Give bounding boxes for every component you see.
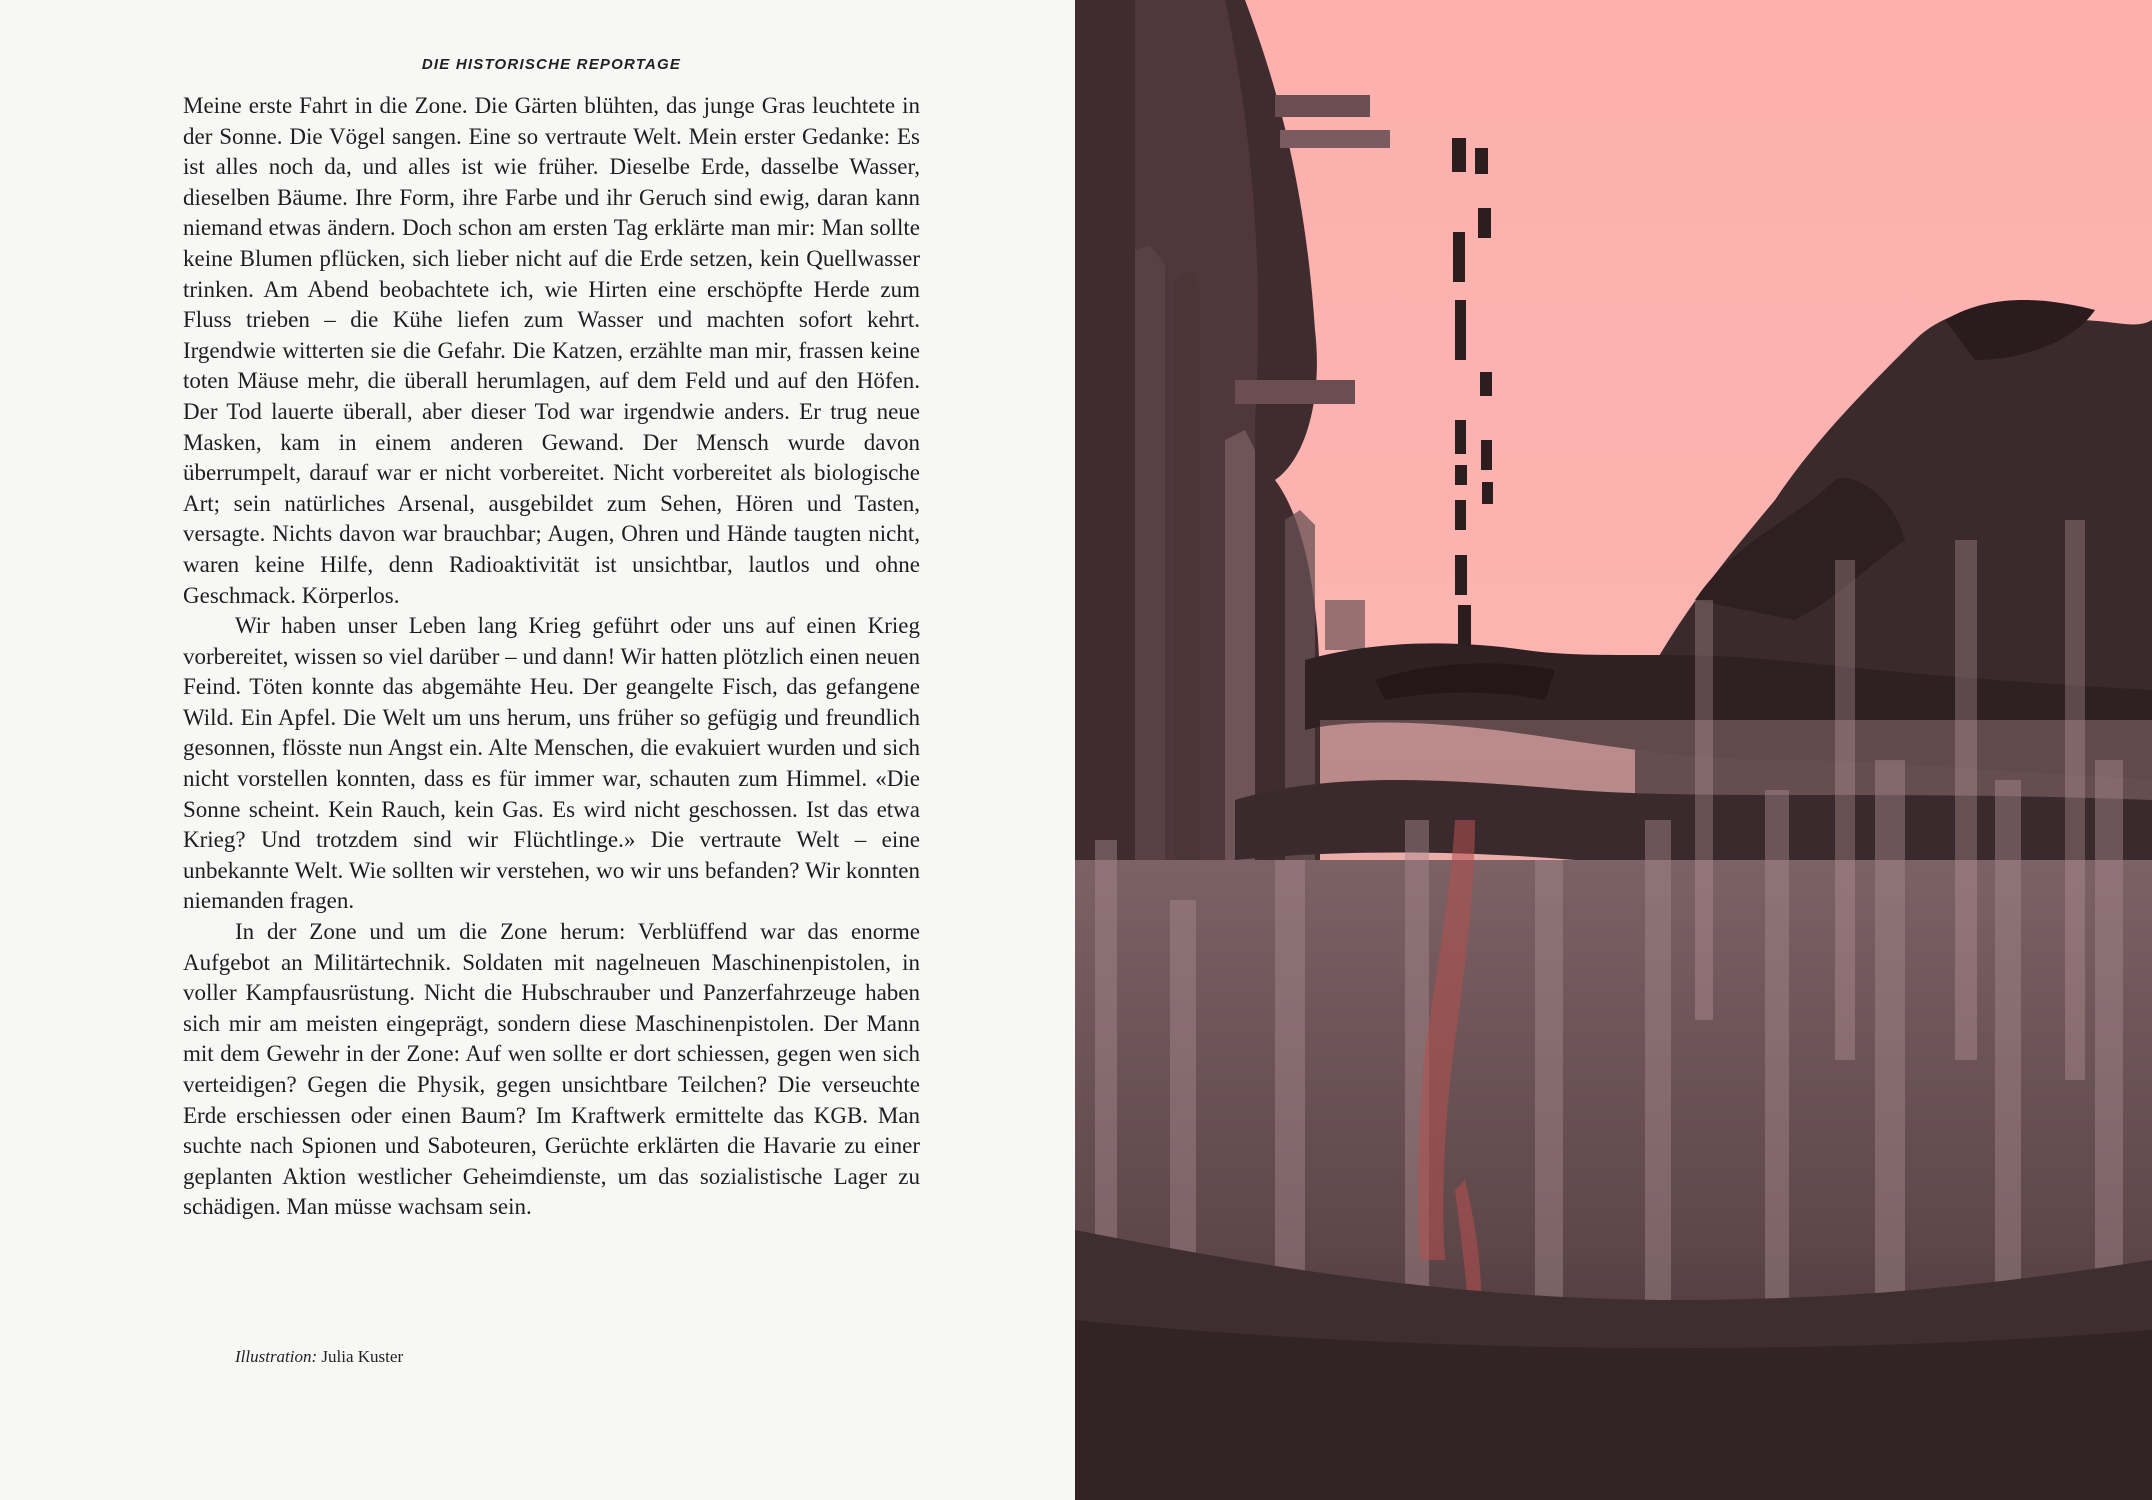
illustration xyxy=(1075,0,2152,1500)
article-paragraph-1: Meine erste Fahrt in die Zone. Die Gärten blühten, das junge Gras leuchtete in der Sonne. Die Vögel sangen. Eine so vertraute Welt. Mein erster Gedanke: Es ist alles noch da, und alles ist wie früher. Dieselbe Erde, dasselbe Wasser, dieselben Bäume. Ihre Form, ihre Farbe und ihr Geruch sind ewig, daran kann niemand etwas ändern. Doch schon am ersten Tag erklärte man mir: Man sollte keine Blumen pflücken, sich lieber nicht auf die Erde setzen, kein Quellwasser trinken. Am Abend beobachtete ich, wie Hirten eine erschöpfte Herde zum Fluss trieben – die Kühe liefen zum Wasser und machten sofort kehrt. Irgendwie witterten sie die Gefahr. Die Katzen, erzählte man mir, frassen keine toten Mäuse mehr, die überall herumlagen, auf dem Feld und auf den Höfen. Der Tod lauerte überall, aber dieser Tod war irgendwie anders. Er trug neue Masken, kam in einem anderen Gewand. Der Mensch wurde davon überrumpelt, darauf war er nicht vorbereitet. Nicht vorbereitet als biologische Art; sein natürliches Arsenal, ausgebildet zum Sehen, Hören und Tasten, versagte. Nichts davon war brauchbar; Augen, Ohren und Hände taugten nicht, waren keine Hilfe, denn Radioaktivität ist unsichtbar, lautlos und ohne Geschmack. Körperlos. xyxy=(183,93,920,608)
running-head: DIE HISTORISCHE REPORTAGE xyxy=(421,56,682,73)
article-body xyxy=(183,91,920,1223)
article-paragraph-3: In der Zone und um die Zone herum: Verblüffend war das enorme Aufgebot an Militärtechnik. Soldaten mit nagelneuen Maschinenpistolen, in voller Kampfausrüstung. Nicht die Hubschrauber und Panzerfahrzeuge haben sich mir am meisten eingeprägt, sondern diese Maschinenpistolen. Der Mann mit dem Gewehr in der Zone: Auf wen sollte er dort schiessen, gegen wen sich verteidigen? Gegen die Physik, gegen unsichtbare Teilchen? Die verseuchte Erde erschiessen oder einen Baum? Im Kraftwerk ermittelte das KGB. Man suchte nach Spionen und Saboteuren, Gerüchte erklärten die Havarie zu einer geplanten Aktion westlicher Geheimdienste, um das sozialistische Lager zu schädigen. Man müsse wachsam sein. xyxy=(183,919,920,1220)
credit-name: Julia Kuster xyxy=(321,1347,404,1366)
painted-street-illustration xyxy=(1075,0,2152,1500)
left-page xyxy=(0,0,1075,1500)
illustration-credit xyxy=(235,1347,403,1367)
credit-label: Illustration: xyxy=(235,1347,318,1366)
article-paragraph-2: Wir haben unser Leben lang Krieg geführt oder uns auf einen Krieg vorbereitet, wissen so viel darüber – und dann! Wir hatten plötzlich einen neuen Feind. Töten konnte das abgemähte Heu. Der geangelte Fisch, das gefangene Wild. Ein Apfel. Die Welt um uns herum, uns früher so gefügig und freundlich gesonnen, flösste nun Angst ein. Alte Menschen, die evakuiert wurden und sich nicht vorstellen konnten, dass es für immer war, schauten zum Himmel. «Die Sonne scheint. Kein Rauch, kein Gas. Es wird nicht geschossen. Ist das etwa Krieg? Und trotzdem sind wir Flüchtlinge.» Die vertraute Welt – eine unbekannte Welt. Wie sollten wir verstehen, wo wir uns befanden? Wir konnten niemanden fragen. xyxy=(183,613,920,914)
